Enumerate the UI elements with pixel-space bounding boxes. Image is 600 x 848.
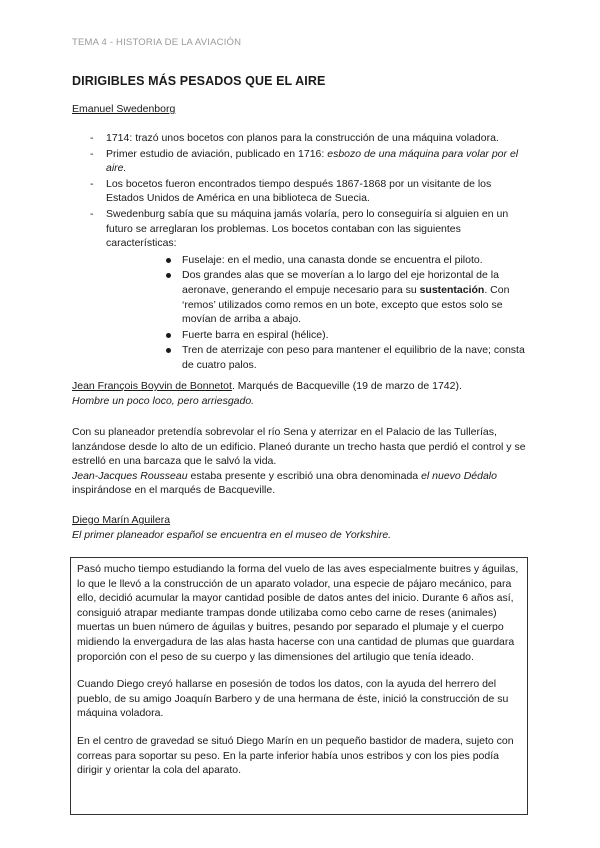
section-title: DIRIGIBLES MÁS PESADOS QUE EL AIRE <box>72 74 326 88</box>
box-paragraph: En el centro de gravedad se situó Diego Marín en un pequeño bastidor de madera, sujeto con correas para soportar su peso. En la parte inferior había unos estribos y con los pies podía dirigir y orientar la cola del aparato. <box>77 734 514 777</box>
list-item: - Primer estudio de aviación, publicado en 1716: esbozo de una máquina para volar por el aire. <box>90 147 530 176</box>
person-heading-marin: Diego Marín Aguilera <box>72 514 171 526</box>
swedenborg-list <box>90 131 530 374</box>
feature-item: Dos grandes alas que se moverían a lo largo del eje horizontal de la aeronave, generando el empuje necesario para su sustentación. Con ‘remos’ utilizados como remos en un bote, excepto que estos solo se movían de arriba a abajo. <box>164 268 530 326</box>
list-item: - Swedenburg sabía que su máquina jamás volaría, pero lo conseguiría si alguien en un futuro se arreglaran los problemas. Los bocetos contaban con las siguientes características: Fuselaje: en el medio, una canasta donde se encuentra el piloto. Dos grandes alas que se moverían a lo largo del eje horizontal de la aeronave, generando el empuje necesario para su sustentación. Con ‘remos’ utilizados como remos en un bote, excepto que estos solo se movían de arriba a abajo. Fuerte barra en espiral (hélice). Tren de aterrizaje con peso para mantener el equilibrio de la nave; consta de cuatro palos. <box>90 207 530 373</box>
list-item: - 1714: trazó unos bocetos con planos para la construcción de una máquina voladora. <box>90 131 530 146</box>
feature-item: Fuerte barra en espiral (hélice). <box>164 328 530 343</box>
page-header: TEMA 4 - HISTORIA DE LA AVIACIÓN <box>72 37 242 48</box>
person-heading-bonnetot: Jean François Boyvin de Bonnetot <box>72 380 232 392</box>
marin-subtitle: El primer planeador español se encuentra en el museo de Yorkshire. <box>72 529 392 541</box>
list-item: - Los bocetos fueron encontrados tiempo después 1867-1868 por un visitante de los Estados Unidos de América en una biblioteca de Suecia. <box>90 177 530 206</box>
bonnetot-intro: Jean François Boyvin de Bonnetot. Marqués de Bacqueville (19 de marzo de 1742). Hombre un poco loco, pero arriesgado. <box>72 380 462 407</box>
box-paragraph: Pasó mucho tiempo estudiando la forma del vuelo de las aves especialmente buitres y águilas, lo que le llevó a la construcción de un aparato volador, una especie de pájaro mecánico, para ello, decidió acumular la mayor cantidad posible de datos antes del inicio. Durante 6 años así, consiguió atrapar mediante trampas donde utilizaba como cebo carne de reses (animales) muertas un buen número de águilas y buitres, pesando por separado el plumaje y el cuerpo midiendo la envergadura de las alas hasta hacerse con una cantidad de plumas que guardara proporción con el peso de su cuerpo y las dimensiones del artilugio que tenía ideado. <box>77 563 519 663</box>
box-paragraph: Cuando Diego creyó hallarse en posesión de todos los datos, con la ayuda del herrero del pueblo, de su amigo Joaquín Barbero y de una hermana de éste, inició la construcción de su máquina voladora. <box>77 678 509 720</box>
bonnetot-paragraph: Con su planeador pretendía sobrevolar el río Sena y aterrizar en el Palacio de las Tullerías, lanzándose desde lo alto de un edificio. Planeó durante un trecho hasta que perdió el control y se estrelló en una barcaza que le salvó la vida. Jean-Jacques Rousseau estaba presente y escribió una obra denominada el nuevo Dédalo inspirándose en el marqués de Bacqueville. <box>72 426 526 497</box>
feature-item: Tren de aterrizaje con peso para mantener el equilibrio de la nave; consta de cuatro palos. <box>164 343 530 372</box>
marin-text-box <box>70 557 528 815</box>
person-heading-swedenborg: Emanuel Swedenborg <box>72 103 176 115</box>
features-list <box>106 253 530 373</box>
feature-item: Fuselaje: en el medio, una canasta donde se encuentra el piloto. <box>164 253 530 268</box>
